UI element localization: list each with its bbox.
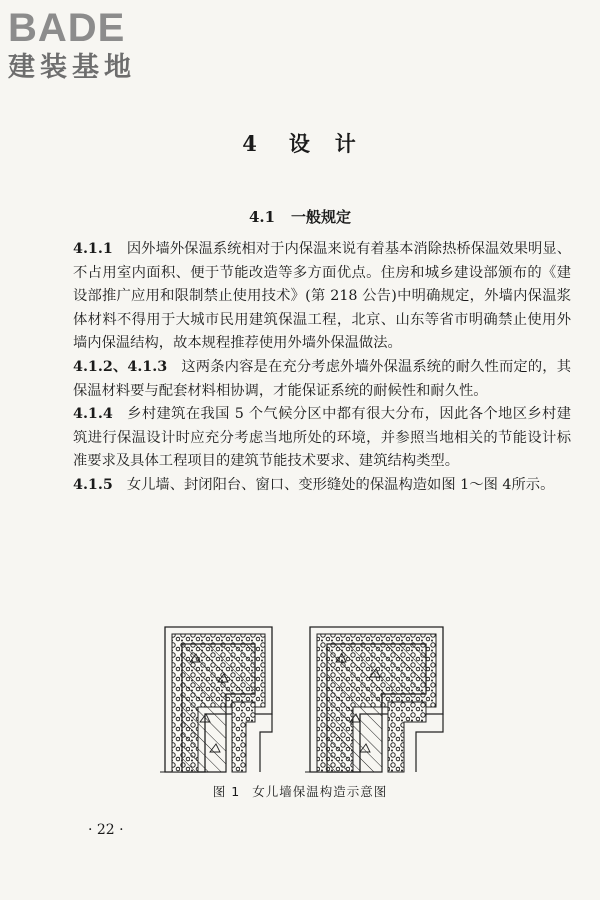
section-title: 一般规定 [291, 208, 352, 226]
clause-text: 乡村建筑在我国 5 个气候分区中都有很大分布，因此各个地区乡村建筑进行保温设计时应充分考虑当地所处的环境，并参照当地相关的节能设计标准要求及具体工程项目的建筑节能技术要求、建筑结构类型。 [73, 406, 571, 470]
clause-number: 4.1.1 [73, 241, 113, 257]
clause-number: 4.1.4 [73, 406, 113, 423]
paragraph-4-1-4 [73, 403, 571, 474]
figure-label: 图 1 [212, 784, 241, 799]
paragraph-4-1-1 [73, 238, 571, 356]
logo-wordmark: BADE [8, 6, 126, 50]
paragraph-4-1-5 [73, 474, 571, 498]
chapter-heading [0, 128, 600, 158]
paragraph-4-1-2 [73, 356, 571, 403]
chapter-title: 设 计 [288, 131, 358, 156]
clause-text: 这两条内容是在充分考虑外墙外保温系统的耐久性而定的，其保温材料要与配套材料相协调，才能保证系统的耐候性和耐久性。 [73, 358, 571, 399]
parapet-detail-right [305, 627, 443, 772]
section-heading [0, 206, 600, 227]
logo [8, 6, 178, 84]
body-text [73, 238, 571, 498]
clause-text: 女儿墙、封闭阳台、窗口、变形缝处的保温构造如图 1～图 4所示。 [126, 476, 555, 493]
figure-caption-text: 女儿墙保温构造示意图 [252, 784, 388, 799]
section-number: 4.1 [248, 208, 276, 226]
logo-subtitle: 建装基地 [8, 52, 136, 83]
clause-number: 4.1.2、4.1.3 [73, 358, 168, 375]
parapet-detail-left [160, 627, 272, 772]
chapter-number: 4 [242, 131, 259, 156]
parapet-insulation-figure [160, 622, 450, 777]
clause-text: 因外墙外保温系统相对于内保温来说有着基本消除热桥保温效果明显、不占用室内面积、便于节能改造等多方面优点。住房和城乡建设部颁布的《建设部推广应用和限制禁止使用技术》(第 218 公告)中明确规定，外墙内保温浆体材料不得用于大城市民用建筑保温工程，北京、山东等省市明确禁止使用外墙内保温结构，故本规程推荐使用外墙外保温做法。 [73, 241, 571, 352]
figure-caption [0, 782, 600, 800]
page-number: · 22 · [88, 822, 124, 838]
clause-number: 4.1.5 [73, 476, 113, 493]
